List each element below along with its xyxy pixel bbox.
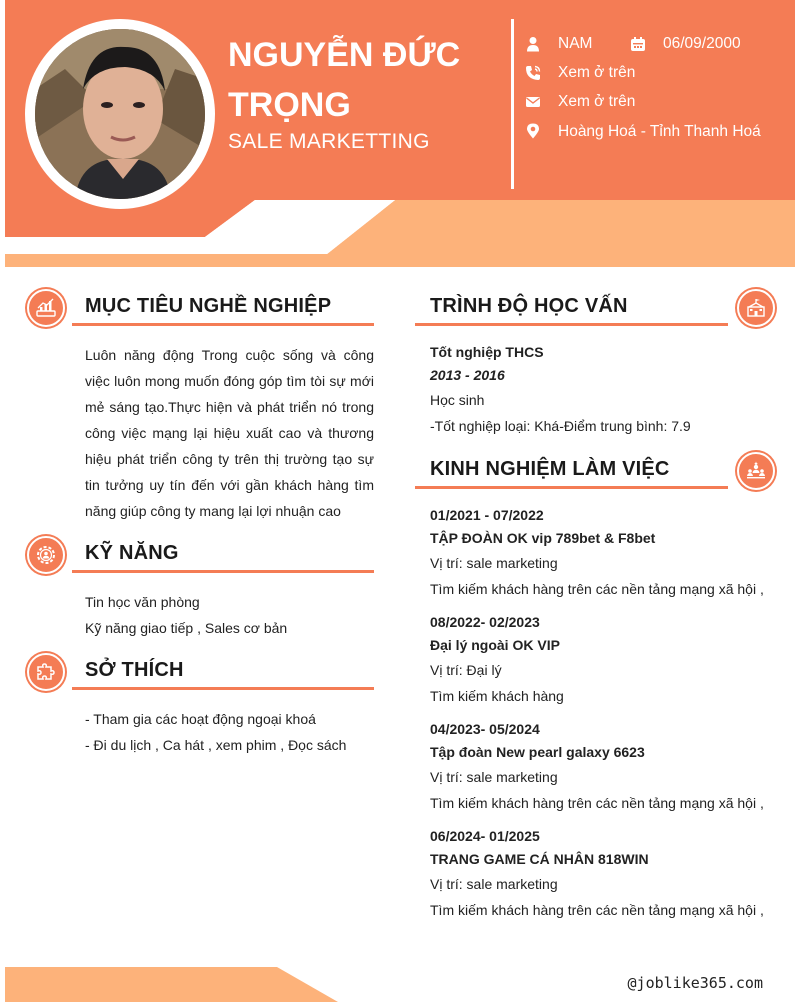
education-underline	[415, 323, 728, 326]
hobbies-list	[85, 706, 374, 758]
contact-info	[525, 33, 785, 152]
footer-decoration	[5, 967, 345, 1002]
birthday-value: 06/09/2000	[663, 35, 741, 52]
job-company: TẬP ĐOÀN OK vip 789bet & F8bet	[430, 530, 656, 546]
objective-heading: MỤC TIÊU NGHỀ NGHIỆP	[85, 295, 332, 317]
user-icon	[525, 33, 547, 54]
experience-underline	[415, 486, 728, 489]
team-icon	[737, 452, 775, 490]
education-role: Học sinh	[430, 392, 485, 408]
skills-underline	[72, 570, 374, 573]
puzzle-icon	[27, 653, 65, 691]
cv-header	[5, 0, 795, 267]
chart-growth-icon	[27, 289, 65, 327]
job-position: Vị trí: sale marketing	[430, 876, 558, 892]
gear-person-icon	[27, 536, 65, 574]
contact-row-phone	[525, 62, 785, 83]
header-divider	[511, 19, 514, 189]
skill-item: Tin học văn phòng	[85, 594, 200, 610]
contact-row-gender	[525, 33, 785, 54]
email-value: Xem ở trên	[558, 93, 636, 110]
avatar-photo	[35, 29, 205, 199]
hobby-item: - Đi du lịch , Ca hát , xem phim , Đọc sách	[85, 737, 347, 753]
job-entry	[430, 504, 780, 602]
education-period: 2013 - 2016	[430, 367, 505, 383]
envelope-icon	[525, 91, 547, 112]
job-description: Tìm kiếm khách hàng trên các nền tảng mạng xã hội ,	[430, 795, 764, 811]
job-description: Tìm kiếm khách hàng trên các nền tảng mạng xã hội ,	[430, 902, 764, 918]
job-entry	[430, 611, 780, 709]
calendar-icon	[630, 33, 652, 54]
hobbies-underline	[72, 687, 374, 690]
job-position: Vị trí: sale marketing	[430, 555, 558, 571]
job-description: Tìm kiếm khách hàng trên các nền tảng mạng xã hội ,	[430, 581, 764, 597]
skill-item: Kỹ năng giao tiếp , Sales cơ bản	[85, 620, 288, 636]
job-entry	[430, 825, 780, 923]
contact-row-email	[525, 91, 785, 112]
contact-row-address	[525, 120, 785, 144]
hobbies-heading: SỞ THÍCH	[85, 659, 184, 681]
address-value: Hoàng Hoá - Tỉnh Thanh Hoá	[558, 123, 761, 140]
job-period: 04/2023- 05/2024	[430, 721, 540, 737]
job-company: TRANG GAME CÁ NHÂN 818WIN	[430, 851, 649, 867]
skills-list	[85, 589, 374, 641]
gender-value: NAM	[558, 35, 593, 52]
education-school: Tốt nghiệp THCS	[430, 344, 544, 360]
job-period: 01/2021 - 07/2022	[430, 507, 544, 523]
job-position: Vị trí: sale marketing	[430, 769, 558, 785]
hobby-item: - Tham gia các hoạt động ngoại khoá	[85, 711, 316, 727]
phone-value: Xem ở trên	[558, 64, 636, 81]
avatar-frame	[25, 19, 215, 209]
objective-text: Luôn năng động Trong cuộc sống và công việc luôn mong muốn đóng góp tìm tòi sự mới mẻ sáng tạo.Thực hiện và phát triển nó trong công việc mạng lại hiệu xuất cao và thương hiệu phát triển công ty trên thị trường tạo sự tin tưởng uy tín đến với gần khách hàng tìm năng giúp công ty mang lại lợi nhuận cao	[85, 347, 374, 519]
footer-watermark: @joblike365.com	[627, 974, 763, 992]
job-entry	[430, 718, 780, 816]
education-detail: -Tốt nghiệp loại: Khá-Điểm trung bình: 7.9	[430, 418, 691, 434]
job-period: 08/2022- 02/2023	[430, 614, 540, 630]
candidate-title: SALE MARKETTING	[228, 130, 430, 153]
job-position: Vị trí: Đại lý	[430, 662, 502, 678]
phone-icon	[525, 62, 547, 83]
experience-heading: KINH NGHIỆM LÀM VIỆC	[430, 458, 670, 480]
map-pin-icon	[525, 120, 547, 141]
school-icon	[737, 289, 775, 327]
education-heading: TRÌNH ĐỘ HỌC VẤN	[430, 295, 628, 317]
candidate-name: NGUYỄN ĐỨC TRỌNG	[228, 36, 461, 124]
job-description: Tìm kiếm khách hàng	[430, 688, 564, 704]
job-company: Tập đoàn New pearl galaxy 6623	[430, 744, 645, 760]
objective-underline	[72, 323, 374, 326]
job-company: Đại lý ngoài OK VIP	[430, 637, 560, 653]
experience-list	[430, 504, 780, 932]
education-entry	[430, 341, 770, 439]
avatar	[35, 29, 205, 199]
job-period: 06/2024- 01/2025	[430, 828, 540, 844]
skills-heading: KỸ NĂNG	[85, 542, 179, 564]
